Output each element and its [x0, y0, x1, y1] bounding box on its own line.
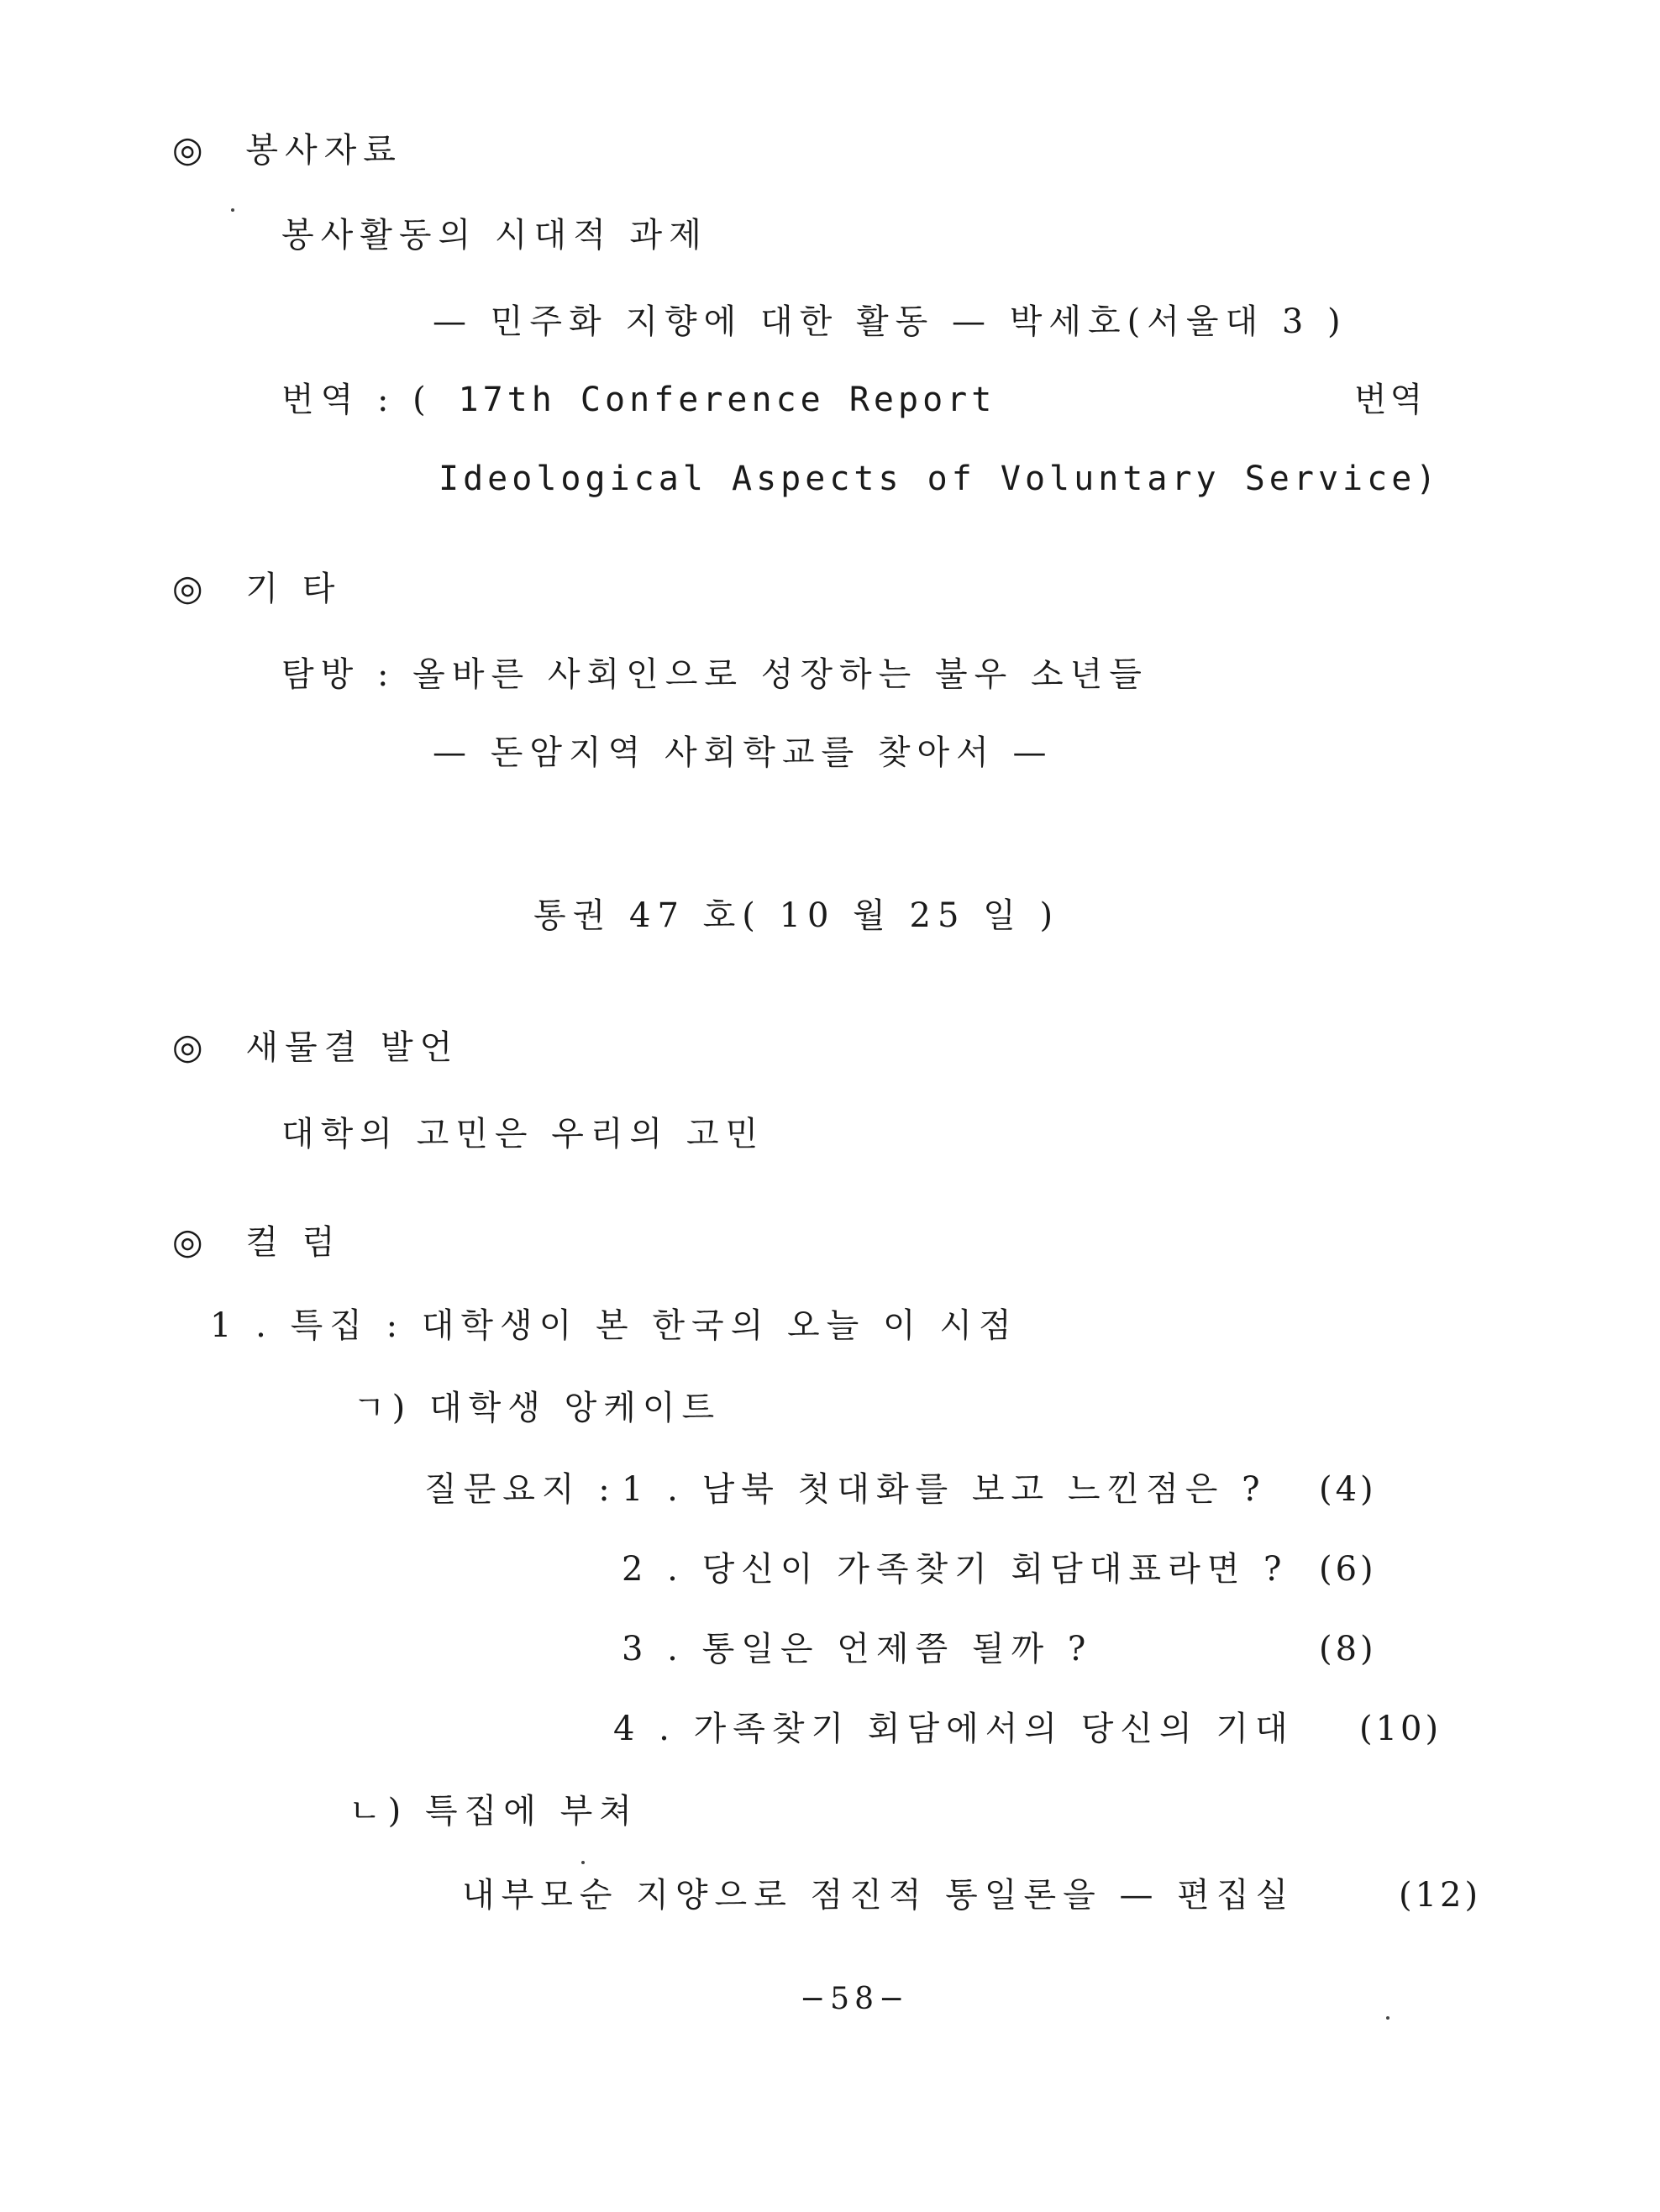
scan-speck: [581, 1861, 585, 1864]
visit-item: 탐방 : 올바른 사회인으로 성장하는 불우 소년들: [281, 655, 1148, 694]
opinion-item: 대학의 고민은 우리의 고민: [281, 1115, 765, 1153]
questions-label: 질문요지 :: [424, 1470, 617, 1509]
question-4: 4 . 가족찾기 회담에서의 당신의 기대: [613, 1710, 1295, 1748]
editorial-subheading: ㄴ) 특집에 부쳐: [349, 1792, 638, 1831]
translation-line: [281, 376, 995, 423]
scan-speck: [231, 208, 234, 212]
question-4-page: (10): [1359, 1710, 1442, 1748]
double-circle-marker-icon: ◎: [172, 1026, 203, 1067]
double-circle-marker-icon: ◎: [172, 129, 203, 170]
section-heading-text: 봉사자료: [245, 131, 402, 170]
editorial-item: 내부모순 지양으로 점진적 통일론을 — 편집실: [462, 1876, 1295, 1915]
section-new-opinion-heading: [172, 1023, 459, 1071]
issue-title: 통권 47 호( 10 월 25 일 ): [533, 896, 1060, 935]
special-feature-title: 1 . 특집 : 대학생이 본 한국의 오늘 이 시점: [210, 1306, 1018, 1345]
question-2-page: (6): [1319, 1550, 1377, 1589]
double-circle-marker-icon: ◎: [172, 1221, 203, 1262]
question-1: 1 . 남북 첫대화를 보고 느낀점은 ?: [622, 1470, 1267, 1509]
section-heading-text: 기 타: [245, 570, 342, 608]
visit-item-subtitle: — 돈암지역 사회학교를 찾아서 —: [433, 733, 1053, 772]
section-heading-text: 컬 럼: [245, 1223, 342, 1262]
section-others-heading: [172, 565, 341, 612]
translation-suffix: 번역: [1354, 381, 1426, 419]
double-circle-marker-icon: ◎: [172, 567, 203, 608]
editorial-item-page: (12): [1399, 1876, 1482, 1915]
service-item-subtitle: — 민주화 지향에 대한 활동 — 박세호(서울대 3 ): [433, 302, 1347, 341]
page-number: −58−: [800, 1982, 910, 2016]
question-2: 2 . 당신이 가족찾기 회담대표라면 ?: [622, 1550, 1289, 1589]
question-1-page: (4): [1319, 1470, 1377, 1509]
question-3-page: (8): [1319, 1630, 1377, 1668]
translation-prefix: 번역 : (: [281, 381, 433, 419]
scan-speck: [1386, 2016, 1389, 2020]
section-service-data-heading: [172, 126, 402, 174]
translation-title-line2: Ideological Aspects of Voluntary Service): [439, 460, 1441, 498]
section-column-heading: [172, 1218, 341, 1266]
survey-subheading: ㄱ) 대학생 앙케이트: [353, 1389, 722, 1427]
section-heading-text: 새물결 발언: [245, 1028, 460, 1067]
question-3: 3 . 통일은 언제쯤 될까 ?: [622, 1630, 1093, 1668]
translation-title: 17th Conference Report: [458, 381, 996, 419]
service-item-title: 봉사활동의 시대적 과제: [281, 216, 708, 255]
